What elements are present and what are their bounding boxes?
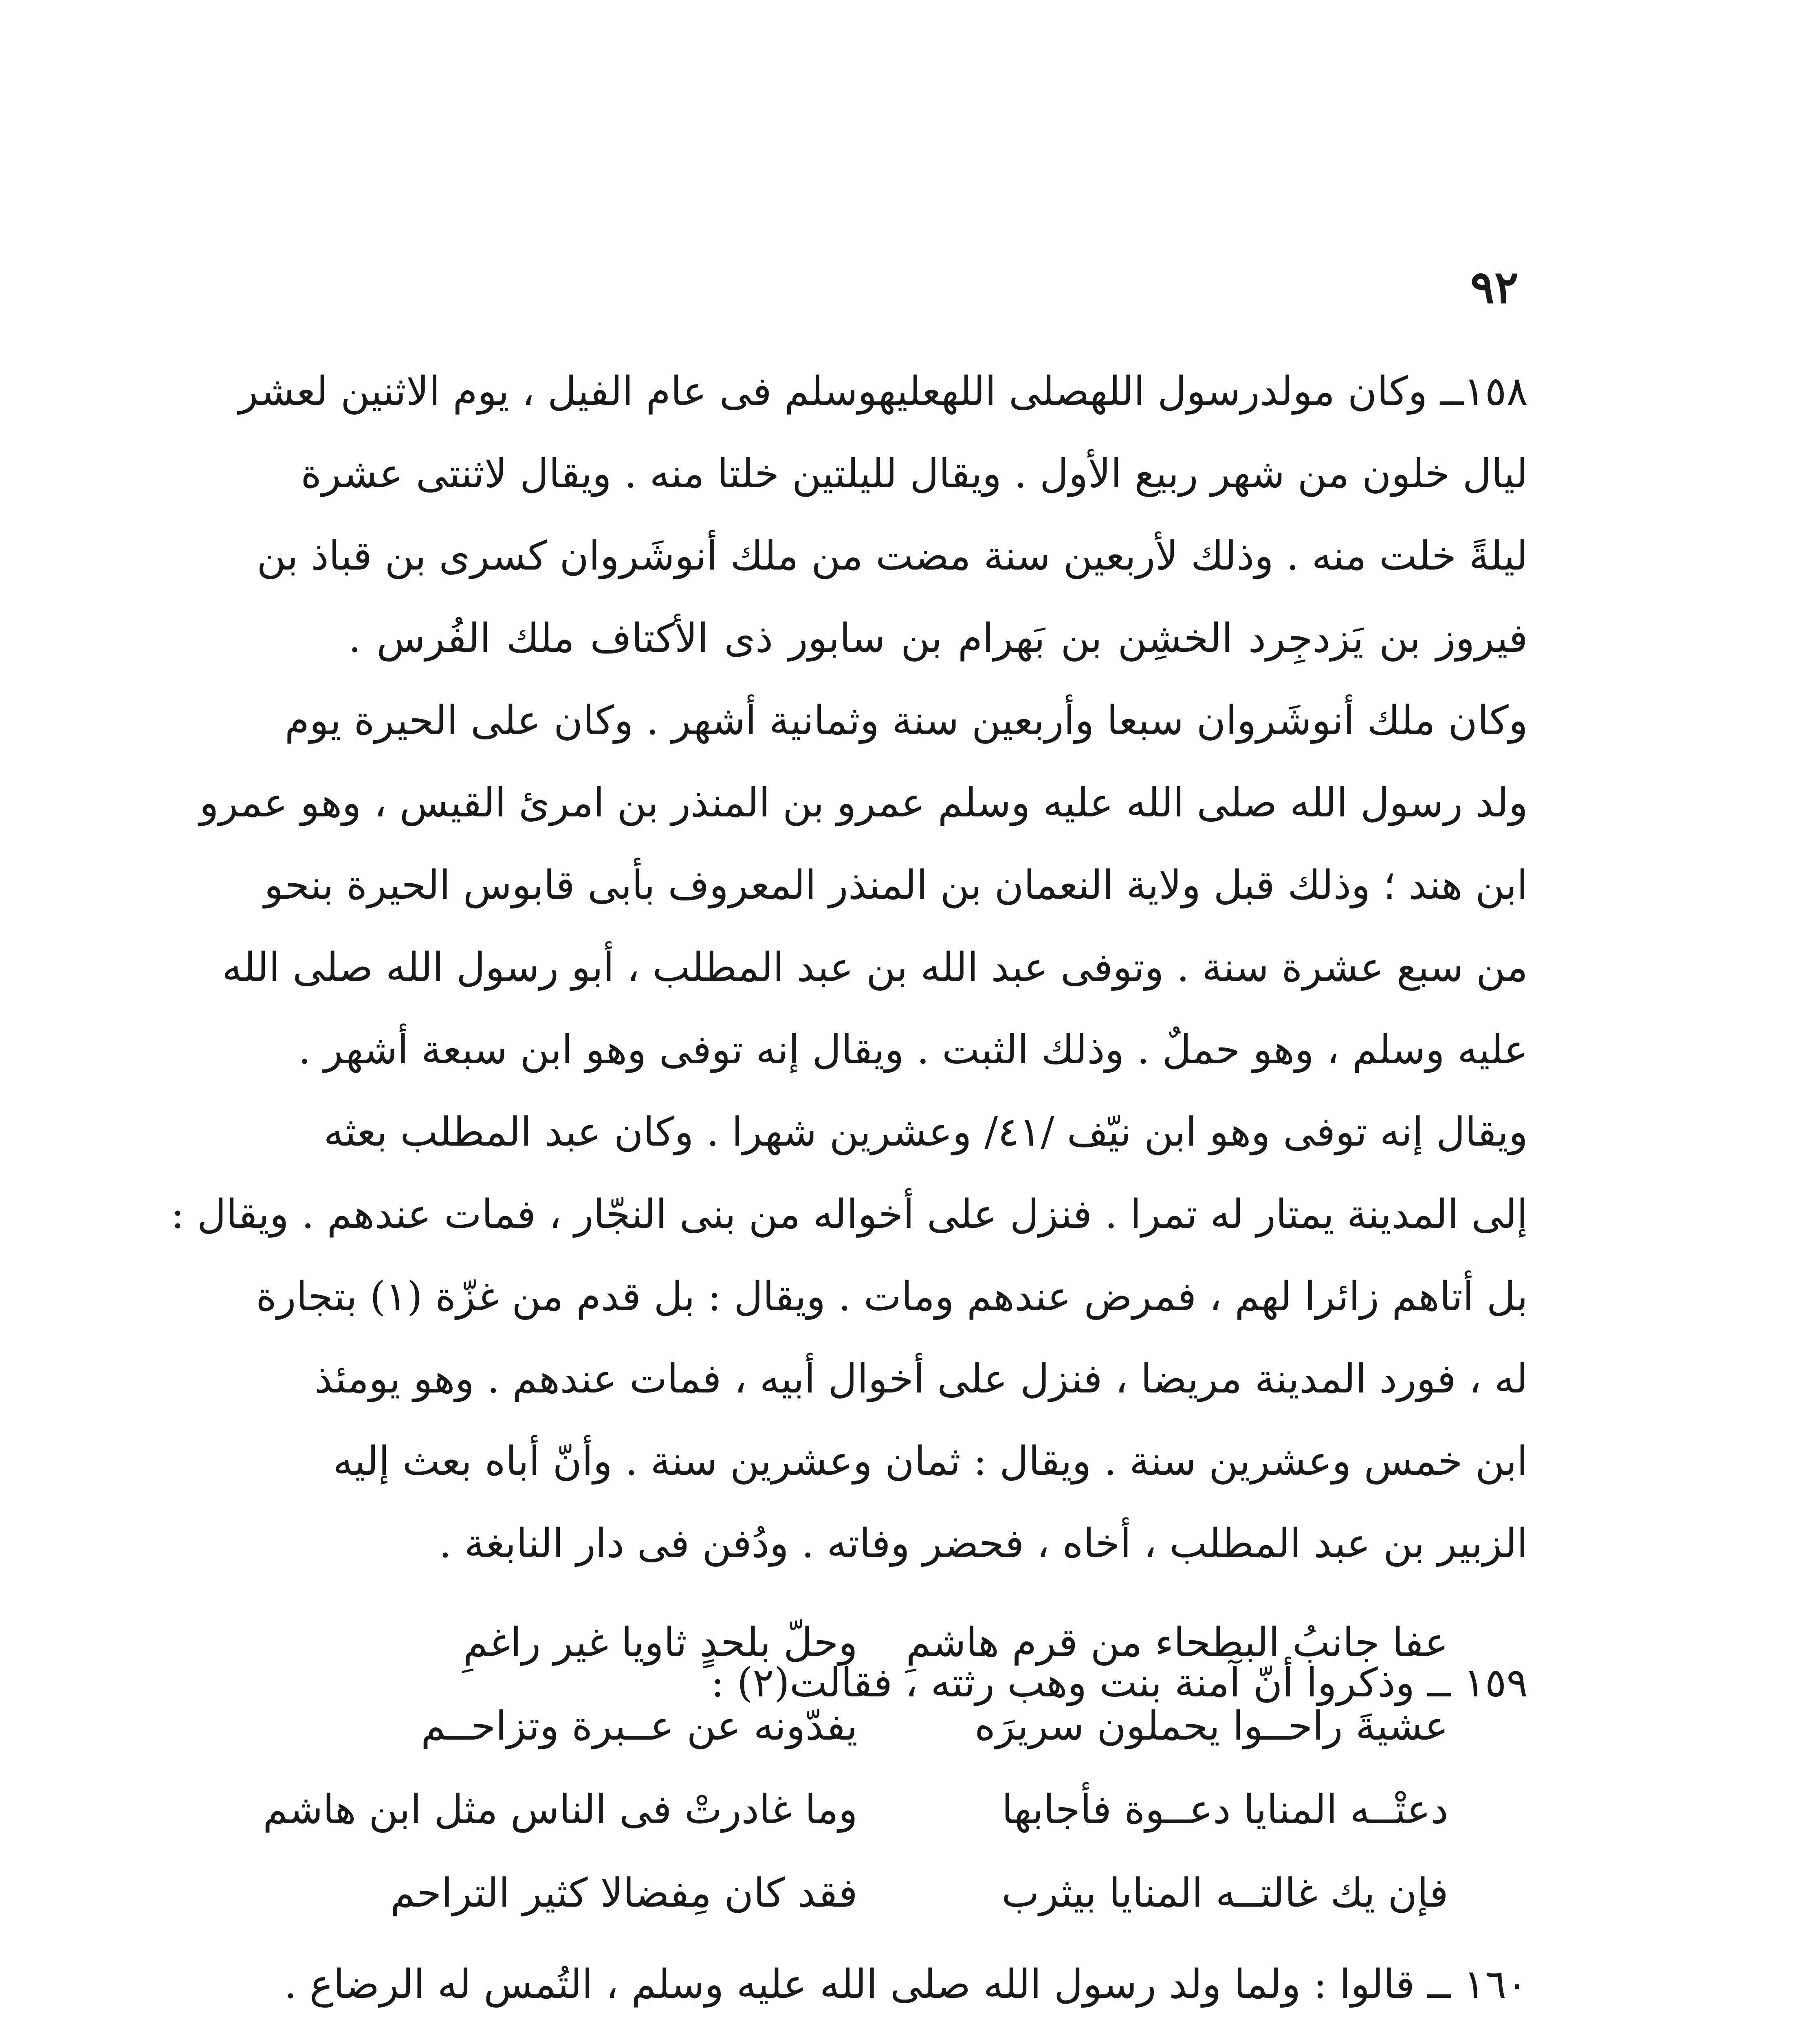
verse-first-hemistich: فإن يك غالتــه المنايا بيثرب	[1001, 1870, 1448, 1916]
verse-first-hemistich: دعتْــه المنايا دعــوة فأجابها	[1001, 1786, 1448, 1833]
poem-verse	[348, 1685, 1448, 1768]
page-number: ٩٢	[1470, 261, 1519, 313]
poem-verse	[348, 1852, 1448, 1935]
paragraph-159-intro: ١٥٩ ــ وذكروا أنّ آمنة بنت وهب رثته ، فقالت(٢) :	[711, 1660, 1528, 1706]
text-line: ابن هند ؛ وذلك قبل ولاية النعمان بن المنذر المعروف بأبى قابوس الحيرة بنحو	[264, 862, 1528, 909]
text-line: ١٦٠ ــ قالوا : ولما ولد رسول الله صلى الله عليه وسلم ، التُمس له الرضاع .	[284, 1961, 1528, 2008]
verse-second-hemistich: وما غادرتْ فى الناس مثل ابن هاشم	[263, 1786, 858, 1833]
paragraph-158	[171, 350, 1528, 1724]
text-line: الزبير بن عبد المطلب ، أخاه ، فحضر وفاته . ودُفن فى دار النابغة .	[439, 1520, 1528, 1567]
verse-second-hemistich: يفدّونه عن عــبرة وتزاحــم	[421, 1703, 858, 1749]
text-line: ١٥٨ــ وكان مولدرسول اللهصلى اللهعليهوسلم فى عام الفيل ، يوم الاثنين لعشر	[239, 368, 1528, 415]
poem-verse	[263, 1768, 1448, 1852]
text-line: عليه وسلم ، وهو حملٌ . وذلك الثبت . ويقال إنه توفى وهو ابن سبعة أشهر .	[298, 1027, 1528, 1073]
text-line: ويقال إنه توفى وهو ابن نيّف /٤١/ وعشرين شهرا . وكان عبد المطلب بعثه	[324, 1109, 1528, 1155]
text-line: ليلةً خلت منه . وذلك لأربعين سنة مضت من ملك أنوشَروان كسرى بن قباذ بن	[257, 533, 1528, 579]
text-line: بل أتاهم زائرا لهم ، فمرض عندهم ومات . ويقال : بل قدم من غزّة (١) بتجارة	[256, 1274, 1528, 1320]
text-line: وكان ملك أنوشَروان سبعا وأربعين سنة وثمانية أشهر . وكان على الحيرة يوم	[284, 697, 1528, 744]
paragraph-160	[284, 1943, 1528, 2026]
verse-second-hemistich: فقد كان مِفضالا كثير التراحم	[390, 1870, 858, 1916]
text-line: ولد رسول الله صلى الله عليه وسلم عمرو بن المنذر بن امرئ القيس ، وهو عمرو	[199, 780, 1528, 826]
poem-verse	[348, 1601, 1448, 1685]
text-line: ابن خمس وعشرين سنة . ويقال : ثمان وعشرين سنة . وأنّ أباه بعث إليه	[333, 1438, 1528, 1485]
verse-second-hemistich: وحلّ بلحدٍ ثاويا غير راغمِ	[463, 1619, 858, 1666]
verse-first-hemistich: عشيةَ راحــوا يحملون سريرَه	[975, 1703, 1448, 1749]
text-line: من سبع عشرة سنة . وتوفى عبد الله بن عبد المطلب ، أبو رسول الله صلى الله	[222, 944, 1528, 991]
text-line: له ، فورد المدينة مريضا ، فنزل على أخوال أبيه ، فمات عندهم . وهو يومئذ	[314, 1356, 1528, 1402]
text-line: فيروز بن يَزدجِرد الخشِن بن بَهرام بن سابور ذى الأكتاف ملك الفُرس .	[348, 615, 1528, 662]
verse-first-hemistich: عفا جانبُ البطحاء من قرم هاشمِ	[906, 1619, 1448, 1666]
text-line: إلى المدينة يمتار له تمرا . فنزل على أخواله من بنى النجّار ، فمات عندهم . ويقال :	[171, 1191, 1528, 1238]
elegy-poem	[263, 1601, 1448, 1935]
text-line: ليال خلون من شهر ربيع الأول . ويقال لليلتين خلتا منه . ويقال لاثنتى عشرة	[301, 451, 1528, 497]
